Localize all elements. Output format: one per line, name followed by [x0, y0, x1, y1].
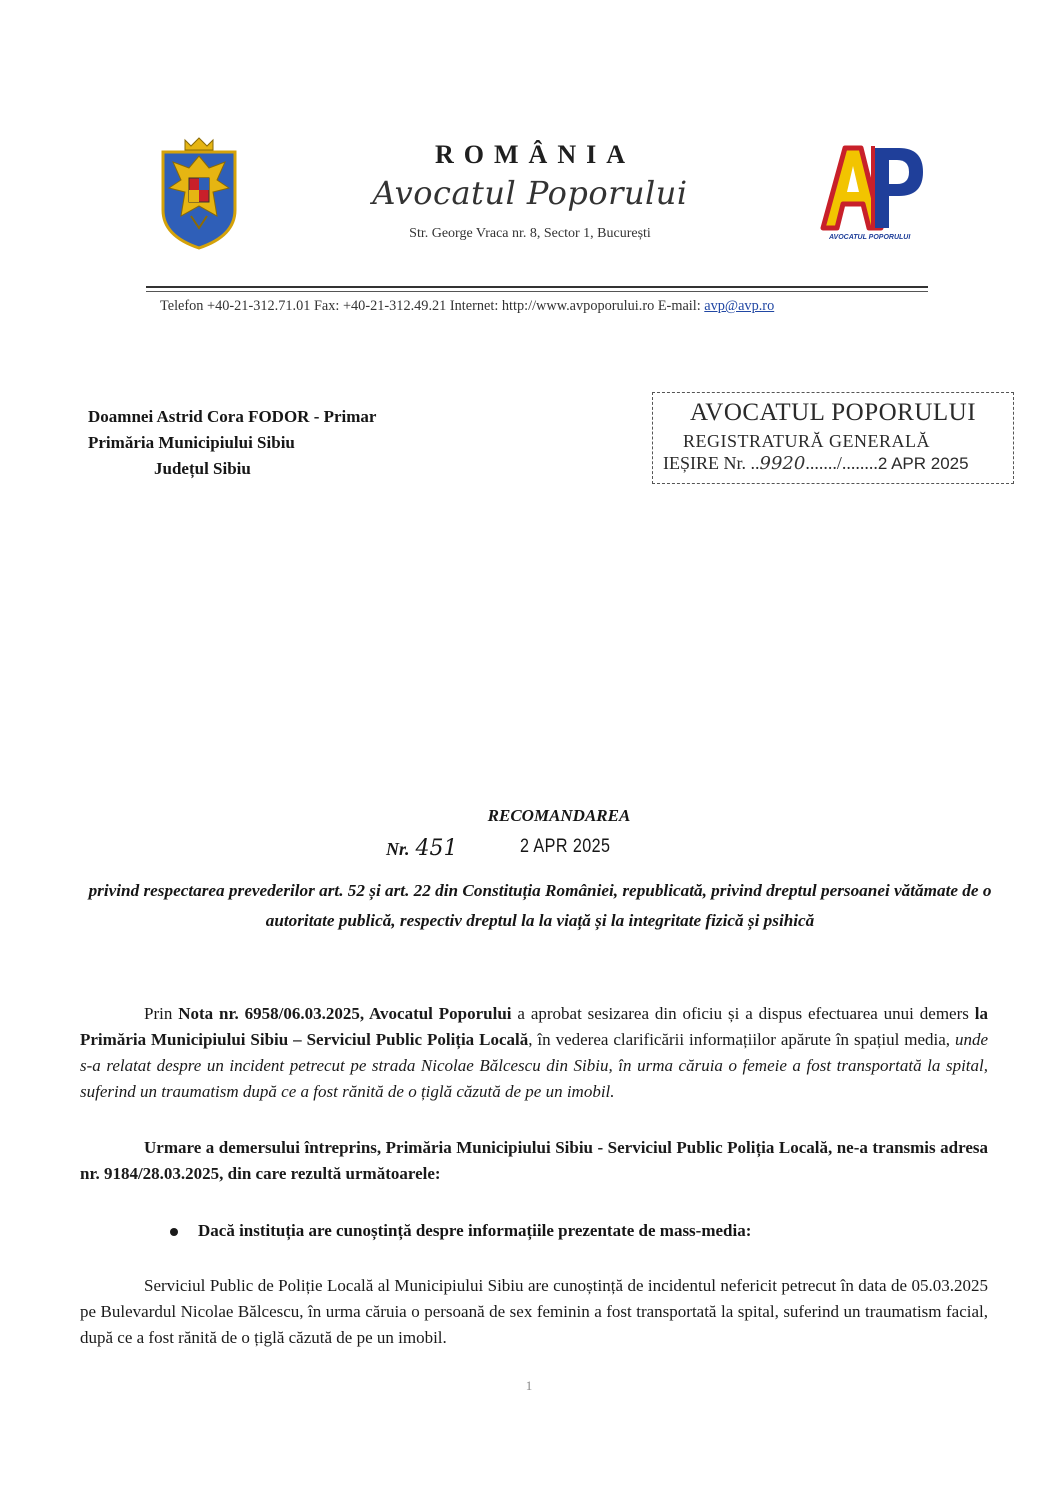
header-divider-thin — [146, 291, 928, 292]
ap-logo-caption: AVOCATUL POPORULUI — [829, 234, 911, 241]
addressee-name: Doamnei Astrid Cora FODOR - Primar — [88, 407, 377, 426]
email-link[interactable]: avp@avp.ro — [704, 298, 775, 314]
bullet-item — [170, 1221, 751, 1241]
institution-name: Avocatul Poporului — [372, 174, 688, 212]
document-date: 2 APR 2025 — [520, 836, 611, 857]
stamp-subtitle: REGISTRATURĂ GENERALĂ — [683, 431, 930, 451]
stamp-exit-label: IEȘIRE Nr. .. — [663, 453, 760, 473]
coat-of-arms-emblem — [155, 132, 243, 252]
p1-incident: unde s-a relatat despre un incident petrecut pe strada Nicolae Bălcescu din Sibiu, în urma căruia o femeie a fost transportată la spital, suferind un traumatism după ce a fost rănită de o țiglă căzută de pe un imobil. — [80, 1030, 989, 1101]
paragraph-3: Serviciul Public de Poliție Locală al Municipiului Sibiu are cunoștință de incidentul nefericit petrecut în data de 05.03.2025 pe Bulevardul Nicolae Bălcescu, în urma căruia o persoană de sex feminin a fost transportată la spital, suferind un traumatism facial, după ce a fost rănită de o țiglă căzută de pe un imobil. — [80, 1276, 988, 1347]
stamp-exit-line — [663, 453, 969, 474]
stamp-exit-number: 9920 — [759, 453, 806, 474]
page-number: 1 — [525, 1378, 533, 1393]
bullet-icon — [170, 1228, 178, 1236]
ap-logo — [815, 140, 930, 250]
header-divider — [146, 286, 928, 288]
contact-line — [160, 298, 930, 315]
registry-stamp — [652, 392, 1014, 484]
paragraph-2: Urmare a demersului întreprins, Primăria Municipiului Sibiu - Serviciul Public Poliția Locală, ne-a transmis adresa nr. 9184/28.03.2025, din care rezultă următoarele: — [80, 1138, 988, 1183]
document-number — [386, 836, 458, 861]
paragraph-1 — [80, 1001, 988, 1105]
bullet-text: Dacă instituția are cunoștință despre informațiile prezentate de mass-media: — [198, 1221, 752, 1240]
addressee-institution: Primăria Municipiului Sibiu — [88, 433, 295, 452]
contact-details: Telefon +40-21-312.71.01 Fax: +40-21-312.49.21 Internet: http://www.avpoporului.ro E-mail: — [160, 298, 705, 314]
stamp-title: AVOCATUL POPORULUI — [689, 399, 977, 426]
addressee-block — [88, 404, 376, 482]
institution-address: Str. George Vraca nr. 8, Sector 1, București — [409, 226, 651, 241]
p1-institution: la Primăria Municipiului Sibiu – Serviciul Public Poliția Locală — [80, 1004, 988, 1049]
letterhead — [300, 140, 760, 242]
p1-text: a aprobat sesizarea din oficiu și a dispus efectuarea unui demers — [511, 1004, 975, 1023]
document-subject: privind respectarea prevederilor art. 52 și art. 22 din Constituția României, republicată, privind dreptul persoanei vătămate de o autoritate publică, respectiv dreptul la la viață și la integritate fizică și psihică — [88, 881, 992, 930]
document-number-value: 451 — [415, 836, 458, 861]
p1-note-ref: Nota nr. 6958/06.03.2025, Avocatul Poporului — [178, 1004, 512, 1023]
p1-text: , în vederea clarificării informațiilor apărute în spațiul media, — [528, 1030, 955, 1049]
document-number-label: Nr. — [386, 839, 410, 859]
p1-text: Prin — [144, 1004, 179, 1023]
document-title: RECOMANDAREA — [487, 806, 631, 825]
country-name: ROMÂNIA — [435, 140, 635, 169]
addressee-county: Județul Sibiu — [154, 459, 251, 478]
stamp-exit-date: 2 APR 2025 — [877, 454, 969, 473]
stamp-separator: ......./........ — [805, 453, 878, 473]
